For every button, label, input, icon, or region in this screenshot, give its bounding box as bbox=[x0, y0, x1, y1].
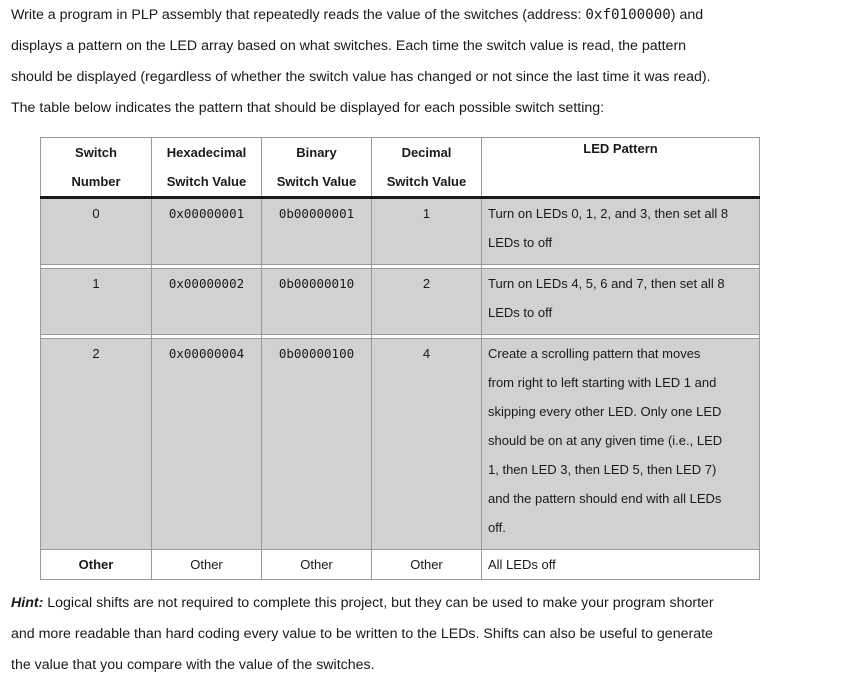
cell-hex-value: 0x00000001 bbox=[152, 198, 262, 265]
hint-line-1-text: Logical shifts are not required to complete this project, but they can be used to make your program shorter bbox=[43, 595, 714, 611]
intro-line-1-end: ) and bbox=[670, 7, 704, 23]
cell-hex-value: 0x00000004 bbox=[152, 339, 262, 550]
cell-led-pattern bbox=[482, 198, 760, 265]
cell-hex-value: 0x00000002 bbox=[152, 269, 262, 335]
cell-binary-value: 0b00000001 bbox=[262, 198, 372, 265]
cell-switch-number: Other bbox=[41, 550, 152, 580]
cell-led-pattern bbox=[482, 339, 760, 550]
hint-label: Hint: bbox=[11, 595, 44, 611]
header-led-pattern: LED Pattern bbox=[482, 138, 760, 198]
pattern-line: Turn on LEDs 4, 5, 6 and 7, then set all 8 bbox=[488, 276, 725, 291]
cell-led-pattern bbox=[482, 269, 760, 335]
cell-led-pattern: All LEDs off bbox=[482, 550, 760, 580]
pattern-line: off. bbox=[488, 520, 506, 535]
cell-binary-value: 0b00000100 bbox=[262, 339, 372, 550]
cell-binary-value: Other bbox=[262, 550, 372, 580]
cell-decimal-value: 4 bbox=[372, 339, 482, 550]
cell-decimal-value: 1 bbox=[372, 198, 482, 265]
cell-decimal-value: Other bbox=[372, 550, 482, 580]
intro-line-1 bbox=[11, 0, 841, 31]
cell-decimal-value: 2 bbox=[372, 269, 482, 335]
header-decimal-value-2: Switch Value bbox=[372, 167, 482, 198]
pattern-line: LEDs to off bbox=[488, 235, 553, 250]
switch-pattern-table bbox=[40, 137, 760, 580]
header-switch-number-2: Number bbox=[41, 167, 152, 198]
intro-line-4: The table below indicates the pattern that should be displayed for each possible switch setting: bbox=[11, 100, 605, 116]
cell-switch-number: 1 bbox=[41, 269, 152, 335]
header-hex-value: Hexadecimal bbox=[152, 138, 262, 168]
header-binary-value-2: Switch Value bbox=[262, 167, 372, 198]
pattern-line: should be on at any given time (i.e., LED bbox=[488, 433, 723, 448]
pattern-line: LEDs to off bbox=[488, 305, 553, 320]
pattern-line: 1, then LED 3, then LED 5, then LED 7) bbox=[488, 462, 717, 477]
table-row bbox=[41, 339, 760, 550]
cell-switch-number: 2 bbox=[41, 339, 152, 550]
table-row bbox=[41, 269, 760, 335]
header-switch-number: Switch bbox=[41, 138, 152, 168]
pattern-line: Turn on LEDs 0, 1, 2, and 3, then set all 8 bbox=[488, 206, 729, 221]
pattern-line: and the pattern should end with all LEDs bbox=[488, 491, 722, 506]
intro-line-2: displays a pattern on the LED array based on what switches. Each time the switch value is read, the pattern bbox=[11, 38, 687, 54]
header-hex-value-2: Switch Value bbox=[152, 167, 262, 198]
cell-hex-value: Other bbox=[152, 550, 262, 580]
switch-address: 0xf0100000 bbox=[585, 7, 671, 23]
hint-line-2: and more readable than hard coding every value to be written to the LEDs. Shifts can also be useful to generate bbox=[11, 626, 713, 642]
intro-line-3: should be displayed (regardless of whether the switch value has changed or not since the last time it was read). bbox=[11, 69, 711, 85]
table-row bbox=[41, 198, 760, 265]
header-binary-value: Binary bbox=[262, 138, 372, 168]
pattern-line: from right to left starting with LED 1 and bbox=[488, 375, 717, 390]
header-decimal-value: Decimal bbox=[372, 138, 482, 168]
intro-paragraph bbox=[11, 0, 841, 124]
cell-switch-number: 0 bbox=[41, 198, 152, 265]
hint-line-1 bbox=[11, 588, 841, 619]
intro-line-1-text: Write a program in PLP assembly that repeatedly reads the value of the switches (address: bbox=[11, 7, 586, 23]
hint-paragraph bbox=[11, 588, 841, 681]
hint-line-3: the value that you compare with the value of the switches. bbox=[11, 657, 375, 673]
table-row-other bbox=[41, 550, 760, 580]
pattern-line: Create a scrolling pattern that moves bbox=[488, 346, 701, 361]
pattern-line: skipping every other LED. Only one LED bbox=[488, 404, 722, 419]
cell-binary-value: 0b00000010 bbox=[262, 269, 372, 335]
